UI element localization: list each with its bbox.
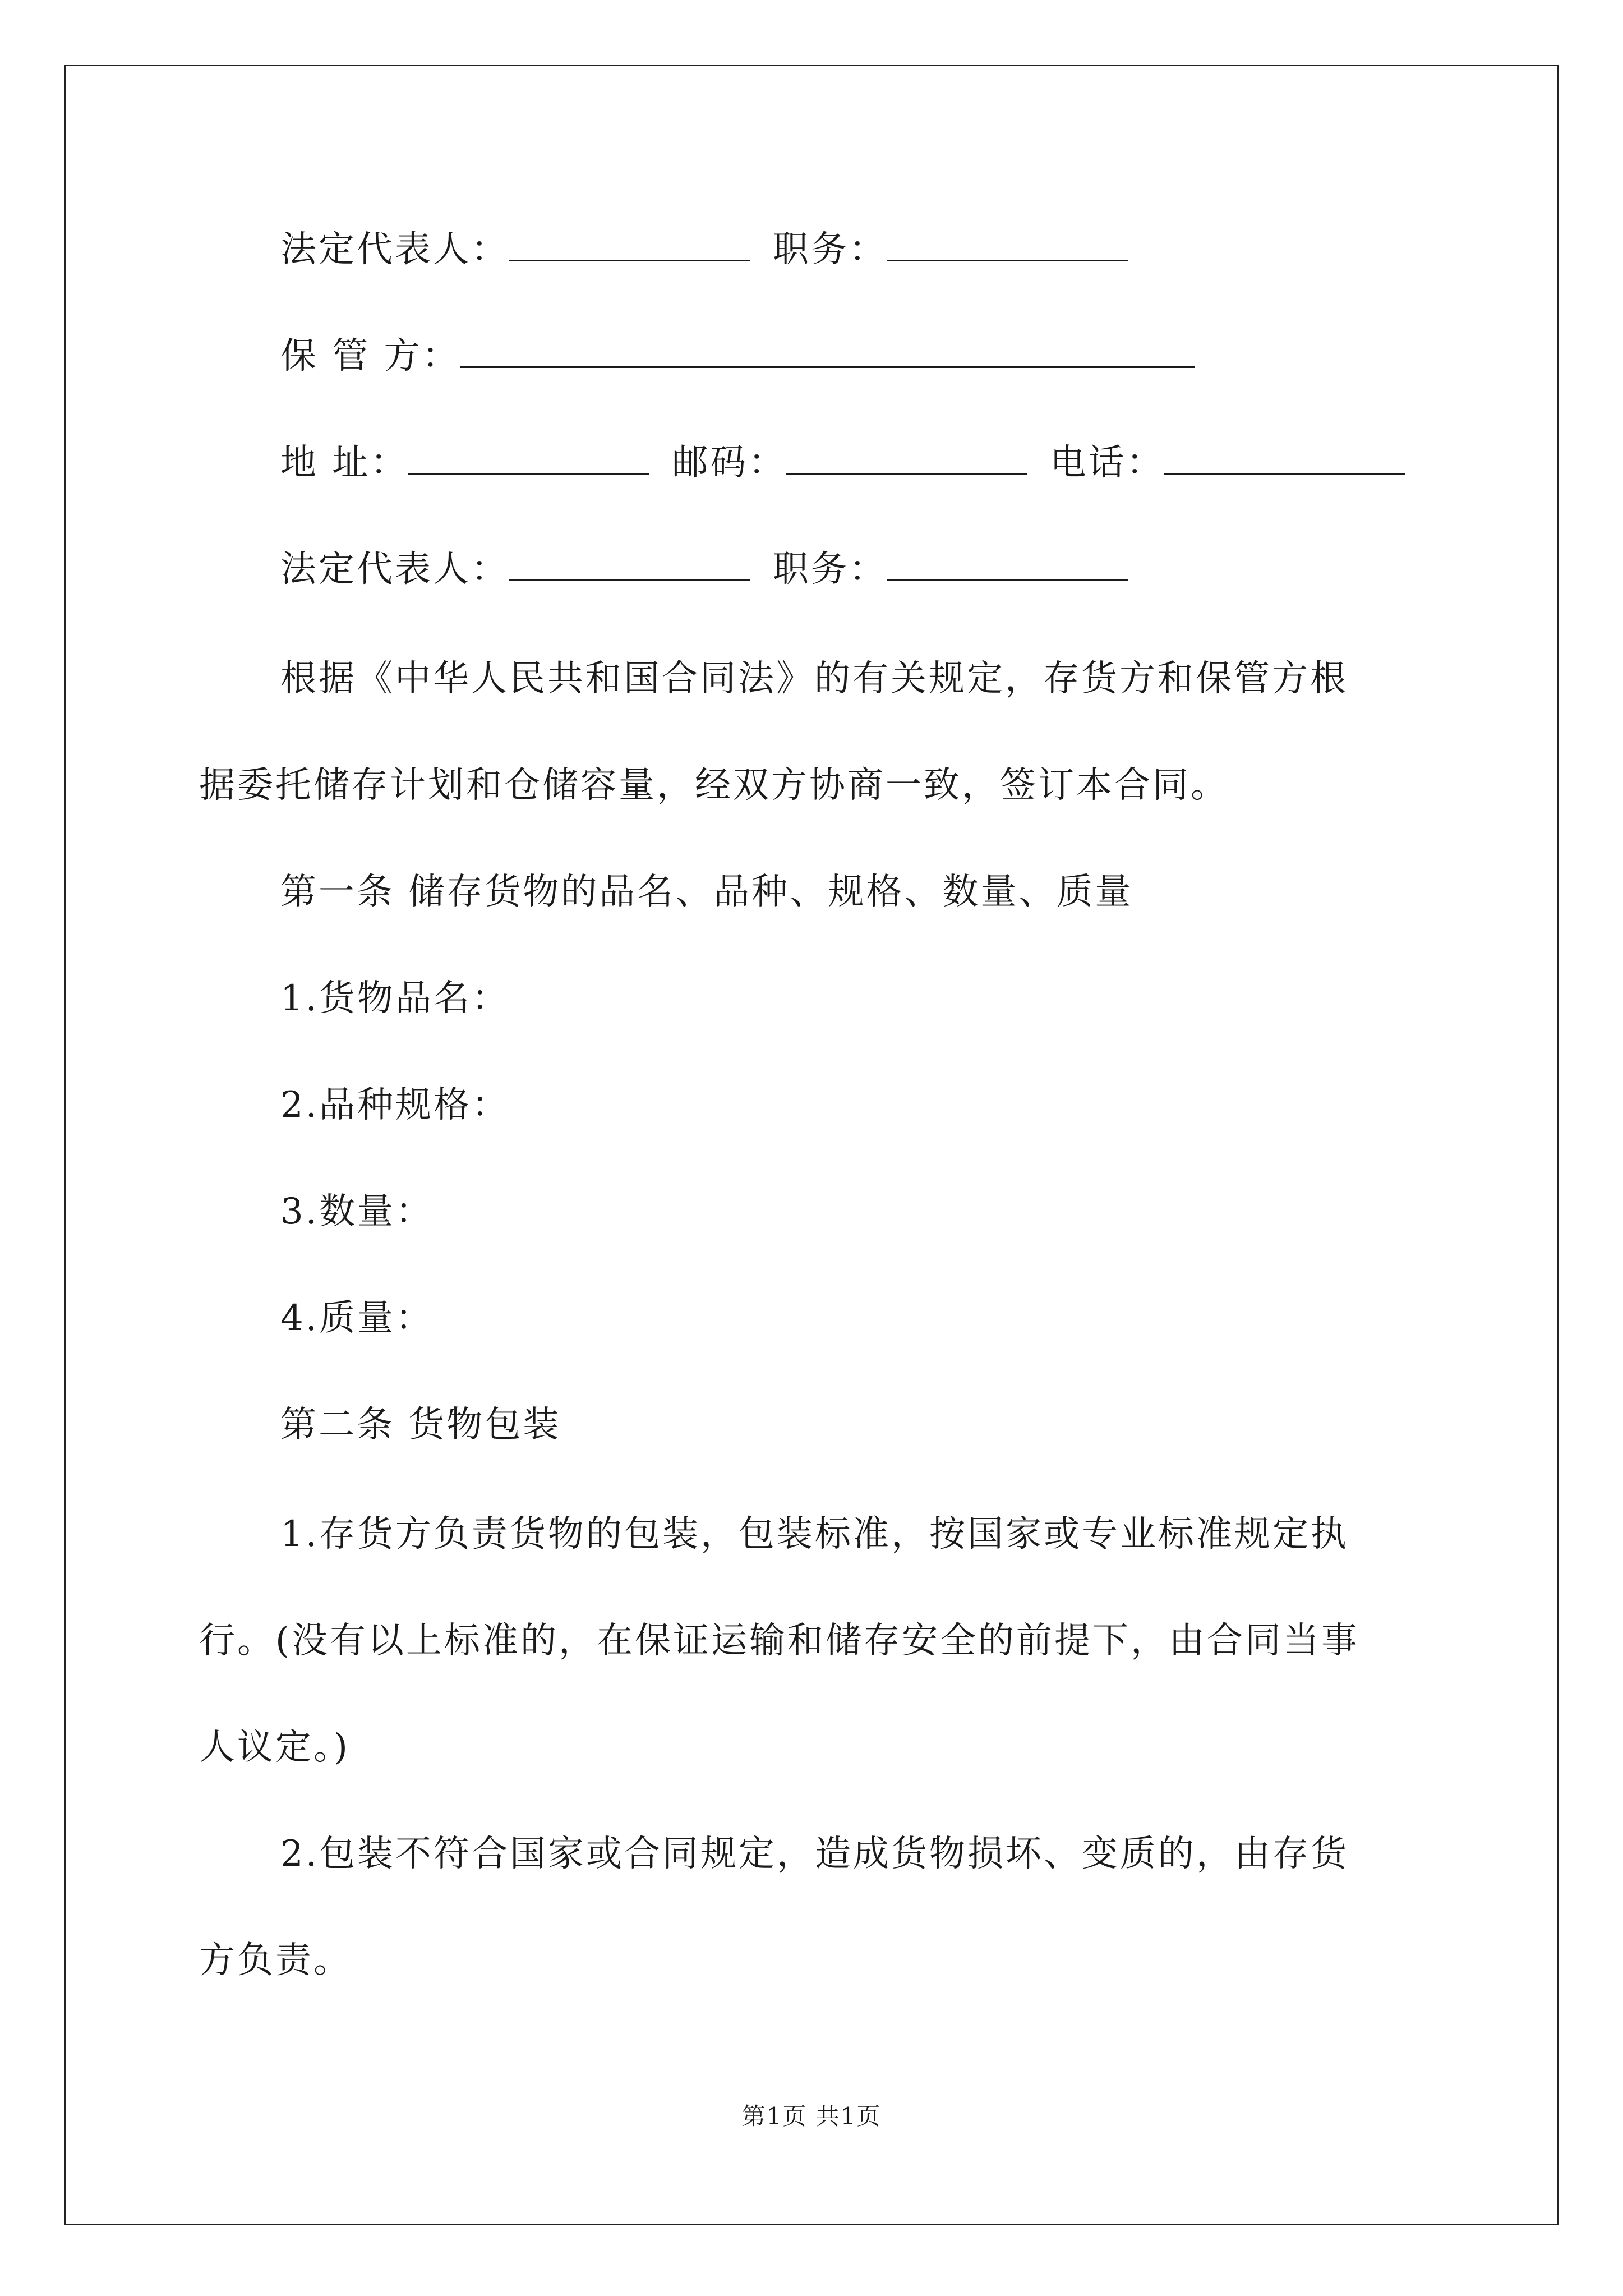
item-quality: 4.质量： <box>280 1297 434 1339</box>
rep2-title-label: 职务： <box>773 549 887 590</box>
rep2-label: 法定代表人： <box>280 549 509 590</box>
article-2-heading: 第二条 货物包装 <box>280 1404 561 1446</box>
rep2-title-blank[interactable] <box>887 550 1128 581</box>
rep2-blank[interactable] <box>509 550 750 581</box>
rep2-line <box>280 547 1151 592</box>
page-border <box>64 65 1559 2225</box>
paragraph-2-2-line-1: 2.包装不符合国家或合同规定，造成货物损坏、变质的，由存货 <box>280 1833 1349 1875</box>
paragraph-1-line-2: 据委托储存计划和仓储容量，经双方协商一致，签订本合同。 <box>199 765 1229 806</box>
paragraph-2-2-line-2: 方负责。 <box>199 1940 352 1981</box>
postcode-label: 邮码： <box>672 442 787 484</box>
postcode-blank[interactable] <box>786 444 1027 475</box>
rep1-line <box>280 227 1151 272</box>
phone-blank[interactable] <box>1164 444 1405 475</box>
rep1-blank[interactable] <box>509 231 750 261</box>
keeper-blank[interactable] <box>460 337 1195 368</box>
article-1-heading: 第一条 储存货物的品名、品种、规格、数量、质量 <box>280 871 1133 913</box>
address-line <box>280 440 1428 485</box>
phone-label: 电话： <box>1050 442 1165 484</box>
rep1-title-blank[interactable] <box>887 231 1128 261</box>
item-goods-name: 1.货物品名： <box>280 978 510 1019</box>
keeper-line <box>280 334 1218 379</box>
item-quantity: 3.数量： <box>280 1191 434 1232</box>
item-variety-spec: 2.品种规格： <box>280 1084 510 1126</box>
paragraph-1-line-1: 根据《中华人民共和国合同法》的有关规定，存货方和保管方根 <box>280 658 1348 700</box>
address-label: 地 址： <box>280 442 409 484</box>
rep1-label: 法定代表人： <box>280 229 509 270</box>
paragraph-2-1-line-2: 行。(没有以上标准的，在保证运输和储存安全的前提下，由合同当事 <box>199 1620 1359 1662</box>
keeper-label: 保 管 方： <box>280 335 460 377</box>
address-blank[interactable] <box>408 444 649 475</box>
paragraph-2-1-line-3: 人议定。) <box>199 1727 350 1768</box>
page-footer: 第1页 共1页 <box>741 2102 882 2130</box>
paragraph-2-1-line-1: 1.存货方负责货物的包装，包装标准，按国家或专业标准规定执 <box>280 1513 1349 1555</box>
rep1-title-label: 职务： <box>773 229 887 270</box>
